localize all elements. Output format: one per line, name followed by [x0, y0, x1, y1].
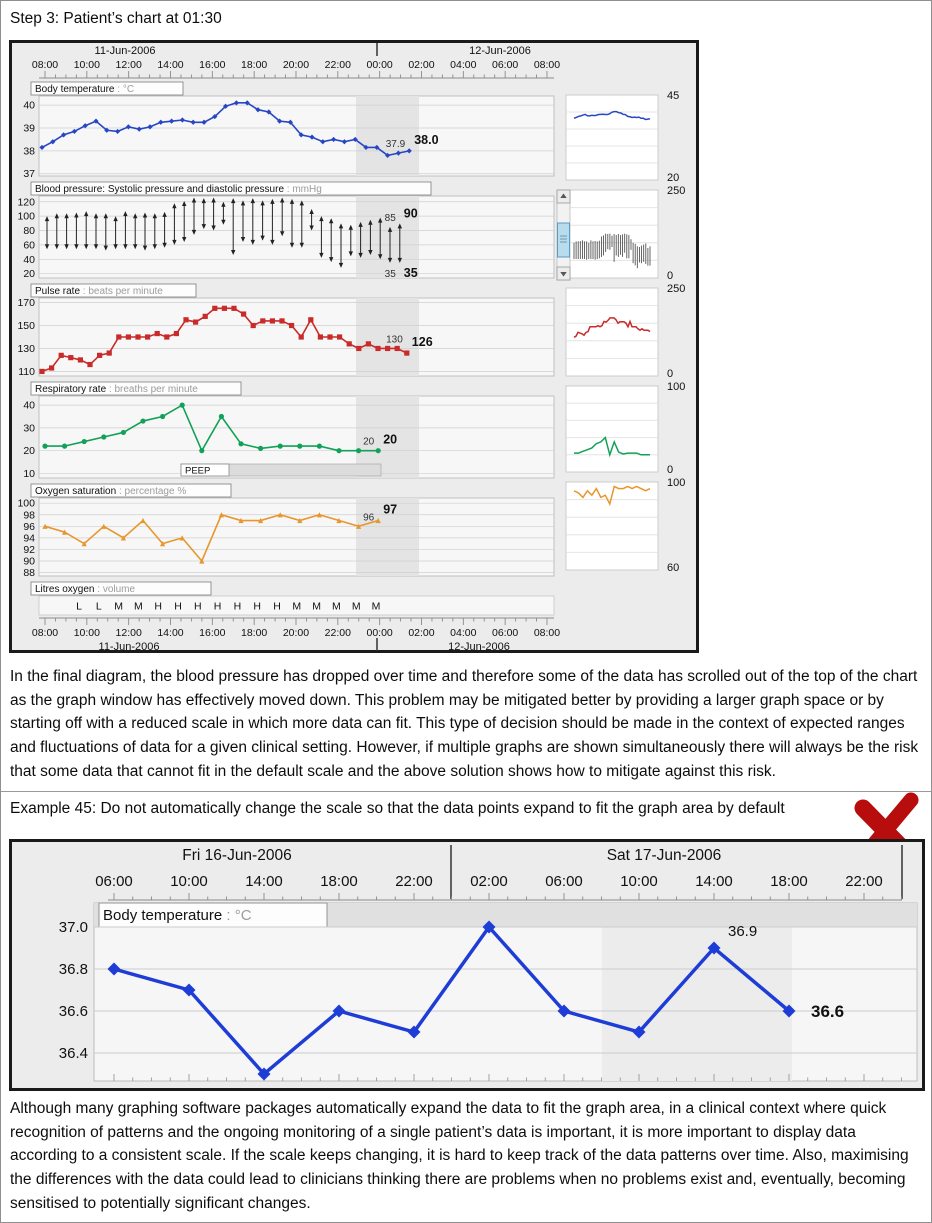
svg-text:40: 40 — [23, 253, 35, 266]
svg-text:85: 85 — [384, 212, 396, 224]
svg-text:39: 39 — [23, 122, 35, 135]
svg-text:Fri 16-Jun-2006: Fri 16-Jun-2006 — [182, 847, 292, 864]
svg-text:96: 96 — [363, 512, 375, 524]
svg-text:H: H — [273, 600, 281, 613]
svg-text:11-Jun-2006: 11-Jun-2006 — [98, 641, 160, 653]
svg-text:20: 20 — [363, 436, 375, 448]
svg-text:35: 35 — [384, 268, 396, 280]
svg-text:37: 37 — [23, 168, 35, 181]
svg-text:00:00: 00:00 — [366, 627, 393, 639]
svg-text:0: 0 — [667, 464, 674, 476]
svg-text:10:00: 10:00 — [73, 627, 100, 639]
svg-text:Oxygen saturation : percentage: Oxygen saturation : percentage % — [35, 486, 187, 497]
svg-text:20:00: 20:00 — [282, 627, 310, 639]
svg-text:06:00: 06:00 — [95, 873, 133, 890]
svg-text:18:00: 18:00 — [320, 873, 358, 890]
svg-text:12-Jun-2006: 12-Jun-2006 — [469, 45, 531, 57]
svg-text:11-Jun-2006: 11-Jun-2006 — [94, 45, 156, 57]
svg-text:M: M — [292, 600, 302, 613]
svg-text:10:00: 10:00 — [620, 873, 658, 890]
svg-text:90: 90 — [403, 206, 418, 221]
svg-text:H: H — [233, 600, 242, 613]
svg-text:Respiratory rate : breaths per: Respiratory rate : breaths per minute — [35, 384, 198, 395]
svg-text:08:00: 08:00 — [533, 627, 561, 639]
svg-text:120: 120 — [17, 196, 35, 209]
svg-text:14:00: 14:00 — [157, 627, 184, 639]
svg-text:16:00: 16:00 — [199, 59, 226, 71]
svg-text:98: 98 — [23, 509, 35, 522]
step-title: Step 3: Patient’s chart at 01:30 — [10, 10, 222, 27]
svg-text:04:00: 04:00 — [450, 627, 477, 639]
svg-text:60: 60 — [23, 239, 35, 252]
svg-text:12:00: 12:00 — [115, 627, 142, 639]
svg-text:38.0: 38.0 — [414, 132, 439, 147]
svg-text:Litres oxygen : volume: Litres oxygen : volume — [35, 584, 136, 595]
svg-text:H: H — [253, 600, 261, 613]
svg-text:150: 150 — [17, 320, 35, 333]
svg-text:18:00: 18:00 — [241, 627, 268, 639]
svg-text:20:00: 20:00 — [282, 59, 310, 71]
svg-text:H: H — [194, 600, 202, 613]
svg-text:20: 20 — [383, 432, 398, 447]
paragraph-consistent-scale: Although many graphing software packages automatically expand the data to fit the graph area, in a clinical context where quick recognition of patterns and the ongoing monitoring of a single patient’s data is important, it is more important to display data according to a consistent scale. If the scale keeps changing, it is hard to keep track of the data patterns over time. Also, maximising the differences with the data could lead to clinicians thinking there are problems when no problems exist and, eventually, becoming sensitised to potentially significant changes. — [10, 1100, 909, 1212]
svg-text:Sat 17-Jun-2006: Sat 17-Jun-2006 — [606, 847, 722, 864]
svg-text:250: 250 — [667, 283, 686, 295]
svg-text:110: 110 — [18, 365, 35, 378]
svg-text:02:00: 02:00 — [470, 873, 508, 890]
svg-text:126: 126 — [411, 335, 433, 350]
svg-text:M: M — [312, 600, 321, 613]
svg-text:08:00: 08:00 — [533, 59, 561, 71]
svg-text:04:00: 04:00 — [450, 59, 477, 71]
svg-text:22:00: 22:00 — [324, 59, 351, 71]
svg-text:02:00: 02:00 — [408, 59, 435, 71]
svg-text:60: 60 — [667, 562, 680, 574]
patient-chart-svg — [9, 40, 699, 653]
example-chart — [9, 839, 925, 1091]
svg-text:06:00: 06:00 — [545, 873, 583, 890]
svg-text:M: M — [332, 600, 341, 613]
svg-text:40: 40 — [23, 399, 35, 412]
svg-text:12:00: 12:00 — [115, 59, 142, 71]
svg-text:22:00: 22:00 — [324, 627, 351, 639]
svg-text:40: 40 — [23, 99, 35, 112]
svg-text:08:00: 08:00 — [31, 627, 59, 639]
svg-text:M: M — [371, 600, 381, 613]
svg-text:88: 88 — [23, 567, 35, 580]
svg-text:Pulse rate : beats per minute: Pulse rate : beats per minute — [35, 286, 163, 297]
svg-text:94: 94 — [23, 532, 35, 545]
svg-text:45: 45 — [667, 90, 680, 102]
svg-text:M: M — [114, 600, 123, 613]
svg-text:08:00: 08:00 — [31, 59, 59, 71]
example-chart-svg — [9, 839, 925, 1091]
panel-temp — [23, 82, 554, 180]
svg-text:36.4: 36.4 — [58, 1045, 88, 1062]
section-divider — [1, 791, 932, 792]
svg-text:90: 90 — [23, 555, 35, 568]
svg-text:96: 96 — [23, 520, 35, 533]
svg-text:14:00: 14:00 — [157, 59, 184, 71]
svg-text:10: 10 — [23, 467, 35, 480]
svg-text:30: 30 — [23, 422, 35, 435]
svg-text:H: H — [213, 600, 222, 613]
svg-text:Blood pressure: Systolic press: Blood pressure: Systolic pressure and diastolic pressure : mmHg — [35, 184, 322, 195]
svg-text:06:00: 06:00 — [491, 627, 519, 639]
svg-text:80: 80 — [23, 225, 35, 238]
svg-text:0: 0 — [667, 270, 674, 282]
svg-text:20: 20 — [667, 172, 680, 184]
svg-text:130: 130 — [17, 342, 35, 355]
svg-text:Body temperature : °C: Body temperature : °C — [103, 907, 252, 924]
svg-text:22:00: 22:00 — [845, 873, 883, 890]
svg-text:18:00: 18:00 — [770, 873, 808, 890]
svg-text:250: 250 — [667, 185, 686, 197]
svg-text:170: 170 — [17, 297, 35, 310]
svg-text:00:00: 00:00 — [366, 59, 393, 71]
panel-resp — [23, 382, 554, 480]
svg-text:22:00: 22:00 — [395, 873, 433, 890]
svg-text:16:00: 16:00 — [199, 627, 226, 639]
panel-o2 — [17, 484, 554, 579]
bp-scrollbar[interactable] — [557, 190, 570, 280]
svg-text:L: L — [95, 600, 102, 613]
svg-text:100: 100 — [667, 381, 686, 393]
svg-text:06:00: 06:00 — [491, 59, 519, 71]
svg-text:H: H — [154, 600, 162, 613]
svg-text:36.6: 36.6 — [58, 1003, 88, 1020]
paragraph-final-diagram: In the final diagram, the blood pressure has dropped over time and therefore some of the data has scrolled out of the top of the chart as the graph window has effectively moved down. This problem may be mitigated better by providing a larger graph space or by starting off with a reduced scale in which more data can fit. This type of decision should be made in the context of expected ranges and fluctuations of data for a given clinical setting. However, if multiple graphs are shown simultaneously there will always be the risk that some data that cannot fit in the default scale and the above solution shows how to mitigate against this risk. — [10, 668, 919, 780]
svg-text:02:00: 02:00 — [408, 627, 435, 639]
svg-text:36.6: 36.6 — [811, 1002, 845, 1021]
svg-text:36.9: 36.9 — [728, 923, 758, 940]
svg-text:H: H — [174, 600, 182, 613]
svg-text:M: M — [351, 600, 361, 613]
example-title: Example 45: Do not automatically change the scale so that the data points expand to fit the graph area by default — [10, 800, 785, 817]
panel-bp — [17, 182, 554, 280]
svg-text:0: 0 — [667, 368, 674, 380]
svg-text:M: M — [134, 600, 143, 613]
svg-text:14:00: 14:00 — [245, 873, 283, 890]
svg-text:37.0: 37.0 — [58, 919, 88, 936]
svg-text:20: 20 — [23, 445, 35, 458]
svg-text:100: 100 — [17, 497, 35, 510]
svg-text:38: 38 — [23, 145, 35, 158]
svg-text:20: 20 — [23, 268, 35, 281]
svg-text:Body temperature : °C: Body temperature : °C — [35, 84, 135, 95]
svg-text:92: 92 — [23, 543, 35, 556]
svg-text:12-Jun-2006: 12-Jun-2006 — [448, 641, 510, 653]
svg-text:100: 100 — [667, 477, 686, 489]
svg-text:L: L — [76, 600, 82, 613]
svg-text:37.9: 37.9 — [385, 139, 406, 151]
scrollbar-thumb[interactable] — [558, 223, 570, 257]
svg-text:18:00: 18:00 — [241, 59, 268, 71]
svg-text:130: 130 — [386, 334, 403, 346]
panel-pulse — [17, 284, 554, 378]
svg-text:97: 97 — [383, 502, 398, 517]
svg-text:36.8: 36.8 — [58, 961, 88, 978]
svg-text:100: 100 — [17, 210, 35, 223]
svg-text:10:00: 10:00 — [170, 873, 208, 890]
patient-chart — [9, 40, 699, 653]
svg-text:35: 35 — [403, 265, 418, 280]
svg-text:14:00: 14:00 — [695, 873, 733, 890]
svg-text:10:00: 10:00 — [73, 59, 100, 71]
svg-text:PEEP: PEEP — [185, 465, 211, 477]
